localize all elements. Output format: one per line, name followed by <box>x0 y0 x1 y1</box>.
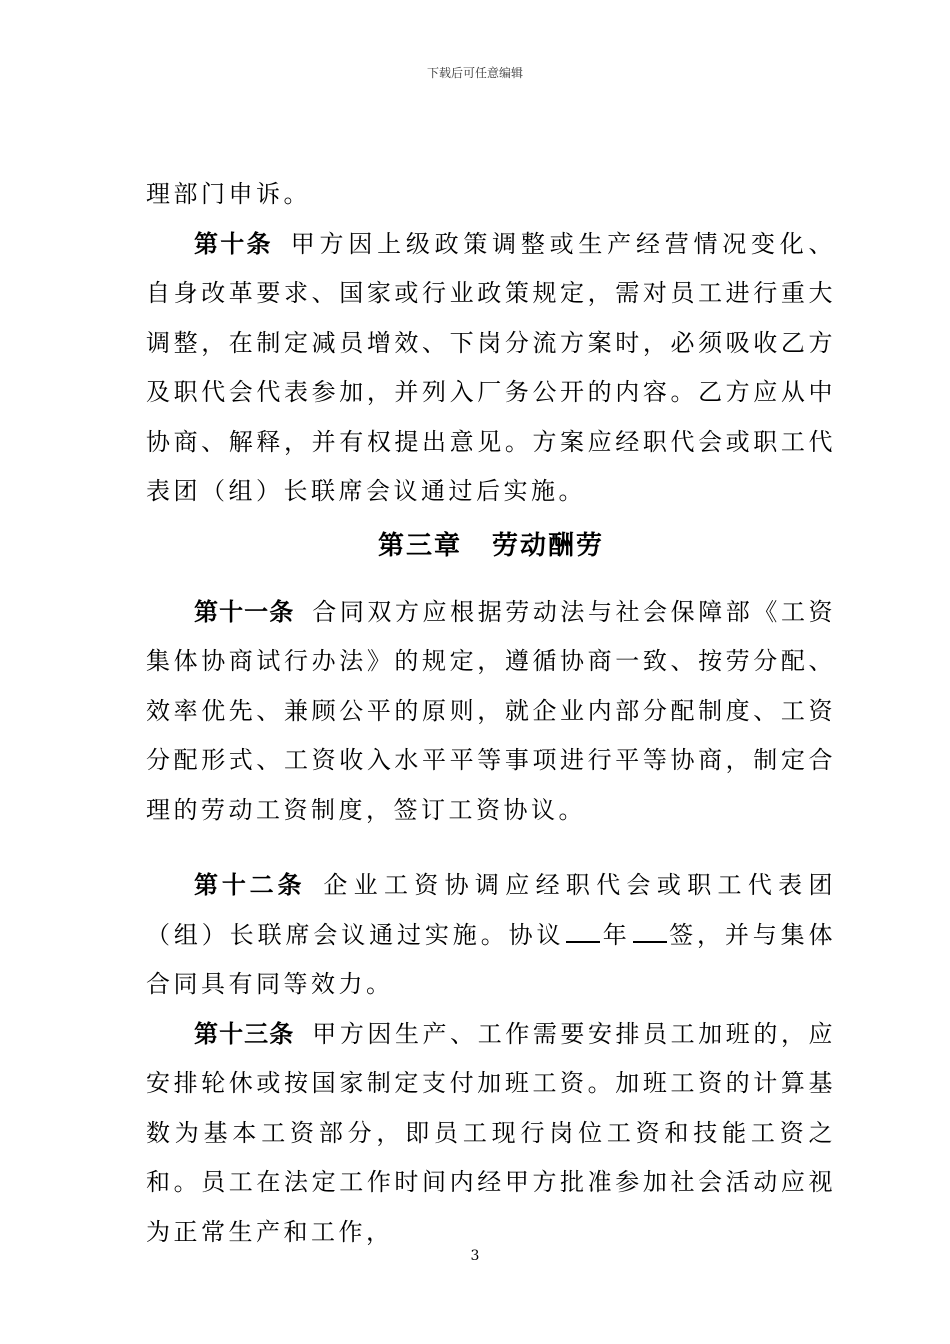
fill-in-blank <box>566 919 600 943</box>
article-text: 企业工资协调应经职代会或职工代表团（组）长联席会议通过实施。协议 <box>146 871 837 949</box>
page-header: 下载后可任意编辑 <box>426 66 523 80</box>
article-11 <box>146 588 836 836</box>
article-text: 甲方因生产、工作需要安排员工加班的，应安排轮休或按国家制定支付加班工资。加班工资的计算基数为基本工资部分，即员工现行岗位工资和技能工资之和。员工在法定工作时间内经甲方批准参加社会活动应视为正常生产和工作， <box>146 1019 837 1246</box>
article-label: 第十二条 <box>194 871 306 899</box>
article-13 <box>146 1010 836 1258</box>
article-text: 年 <box>602 920 631 949</box>
article-10 <box>146 220 836 517</box>
paragraph-continuation: 理部门申诉。 <box>146 180 311 208</box>
article-text: 甲方因上级政策调整或生产经营情况变化、自身改革要求、国家或行业政策规定，需对员工进行重大调整，在制定减员增效、下岗分流方案时，必须吸收乙方及职代会代表参加，并列入厂务公开的内容。乙方应从中协商、解释，并有权提出意见。方案应经职代会或职工代表团（组）长联席会议通过后实施。 <box>146 229 837 505</box>
article-label: 第十三条 <box>194 1019 295 1048</box>
page-number: 3 <box>470 1248 480 1264</box>
article-text: 签，并与集体合同具有同等效力。 <box>146 920 837 998</box>
document-body <box>146 170 836 1257</box>
article-label: 第十条 <box>194 229 273 258</box>
fill-in-blank <box>633 919 667 943</box>
chapter-heading <box>146 525 836 562</box>
article-text: 合同双方应根据劳动法与社会保障部《工资集体协商试行办法》的规定，遵循协商一致、按劳分配、效率优先、兼顾公平的原则，就企业内部分配制度、工资分配形式、工资收入水平平等事项进行平等协商，制定合理的劳动工资制度，签订工资协议。 <box>146 597 837 824</box>
chapter-number: 第三章 <box>377 530 462 561</box>
chapter-title: 劳动酬劳 <box>492 530 605 561</box>
article-12 <box>146 861 836 1010</box>
article-label: 第十一条 <box>194 597 295 626</box>
